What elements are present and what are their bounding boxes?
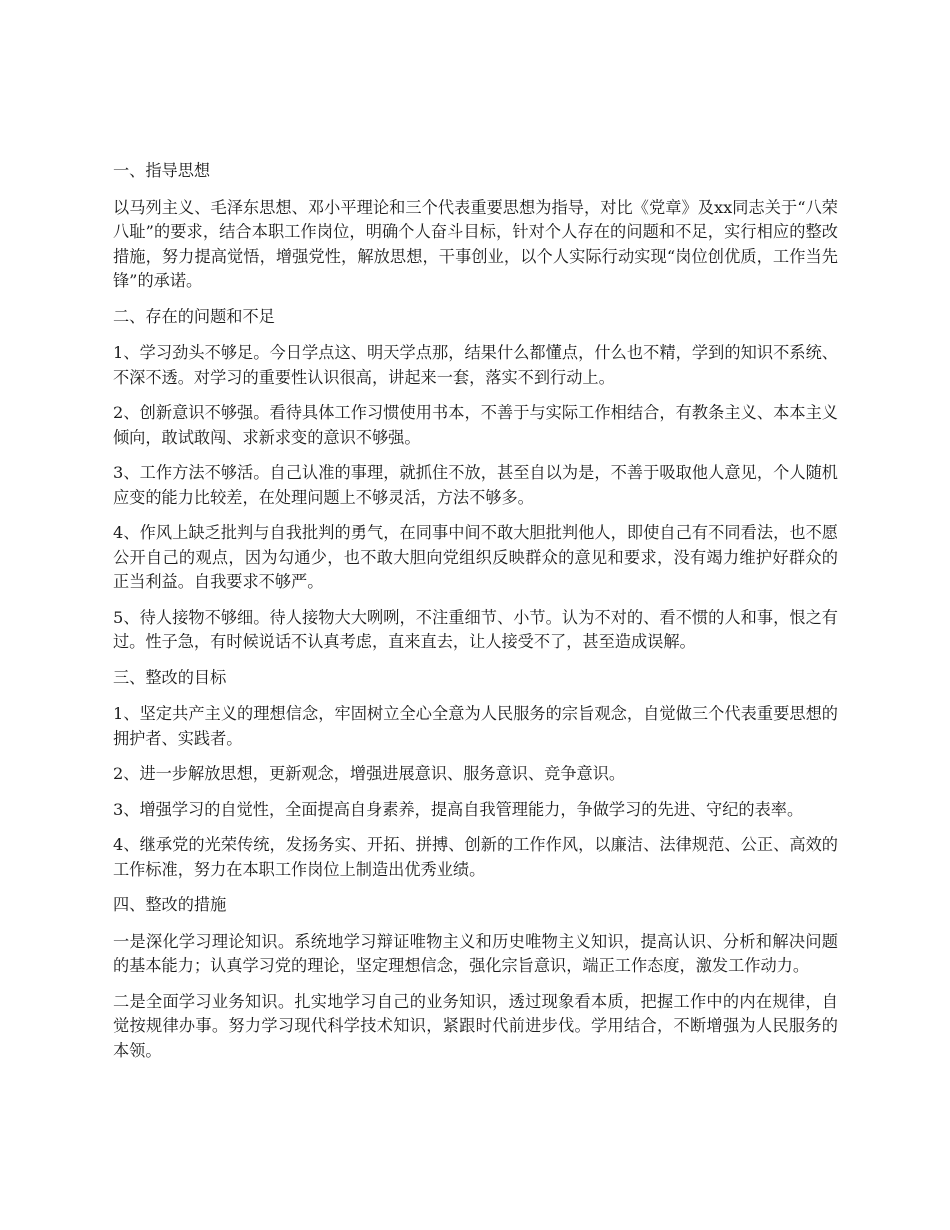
paragraph-goal-2: 2、进一步解放思想，更新观念，增强进展意识、服务意识、竞争意识。 <box>113 764 626 783</box>
paragraph-problem-5: 5、待人接物不够细。待人接物大大咧咧，不注重细节、小节。认为不对的、看不惯的人和事，恨之有过。性子急，有时候说话不认真考虑，直来直去，让人接受不了，甚至造成误解。 <box>113 607 838 651</box>
document-body <box>113 159 838 1074</box>
paragraph-goal-3: 3、增强学习的自觉性，全面提高自身素养，提高自我管理能力，争做学习的先进、守纪的表率。 <box>113 799 804 819</box>
paragraph-problem-4: 4、作风上缺乏批判与自我批判的勇气，在同事中间不敢大胆批判他人，即使自己有不同看法，也不愿公开自己的观点，因为勾通少，也不敢大胆向党组织反映群众的意见和要求，没有竭力维护好群众的正当利益。自我要求不够严。 <box>113 523 838 591</box>
paragraph-goal-4: 4、继承党的光荣传统，发扬务实、开拓、拼搏、创新的工作作风，以廉洁、法律规范、公正、高效的工作标准，努力在本职工作岗位上制造出优秀业绩。 <box>113 835 838 879</box>
section-heading-problems: 二、存在的问题和不足 <box>113 306 275 326</box>
paragraph-guiding-thought: 以马列主义、毛泽东思想、邓小平理论和三个代表重要思想为指导，对比《党章》及xx同志关于“八荣八耻”的要求，结合本职工作岗位，明确个人奋斗目标，针对个人存在的问题和不足，实行相应的整改措施，努力提高觉悟，增强党性，解放思想，干事创业，以个人实际行动实现“岗位创优质，工作当先锋”的承诺。 <box>113 197 838 290</box>
section-heading-measures: 四、整改的措施 <box>113 895 227 914</box>
paragraph-problem-1: 1、学习劲头不够足。今日学点这、明天学点那，结果什么都懂点，什么也不精，学到的知识不系统、不深不透。对学习的重要性认识很高，讲起来一套，落实不到行动上。 <box>113 343 838 387</box>
paragraph-measure-2: 二是全面学习业务知识。扎实地学习自己的业务知识，透过现象看本质，把握工作中的内在规律，自觉按规律办事。努力学习现代科学技术知识，紧跟时代前进步伐。学用结合，不断增强为人民服务的本领。 <box>113 991 838 1060</box>
paragraph-problem-2: 2、创新意识不够强。看待具体工作习惯使用书本，不善于与实际工作相结合，有教条主义、本本主义倾向，敢试敢闯、求新求变的意识不够强。 <box>113 403 838 447</box>
paragraph-measure-1: 一是深化学习理论知识。系统地学习辩证唯物主义和历史唯物主义知识，提高认识、分析和解决问题的基本能力；认真学习党的理论，坚定理想信念，强化宗旨意识，端正工作态度，激发工作动力。 <box>113 931 838 975</box>
paragraph-problem-3: 3、工作方法不够活。自己认准的事理，就抓住不放，甚至自以为是，不善于吸取他人意见，个人随机应变的能力比较差，在处理问题上不够灵活，方法不够多。 <box>113 463 838 507</box>
section-heading-guiding-thought: 一、指导思想 <box>113 161 211 180</box>
section-heading-goals: 三、整改的目标 <box>113 667 227 687</box>
paragraph-goal-1: 1、坚定共产主义的理想信念，牢固树立全心全意为人民服务的宗旨观念，自觉做三个代表重要思想的拥护者、实践者。 <box>113 704 838 748</box>
